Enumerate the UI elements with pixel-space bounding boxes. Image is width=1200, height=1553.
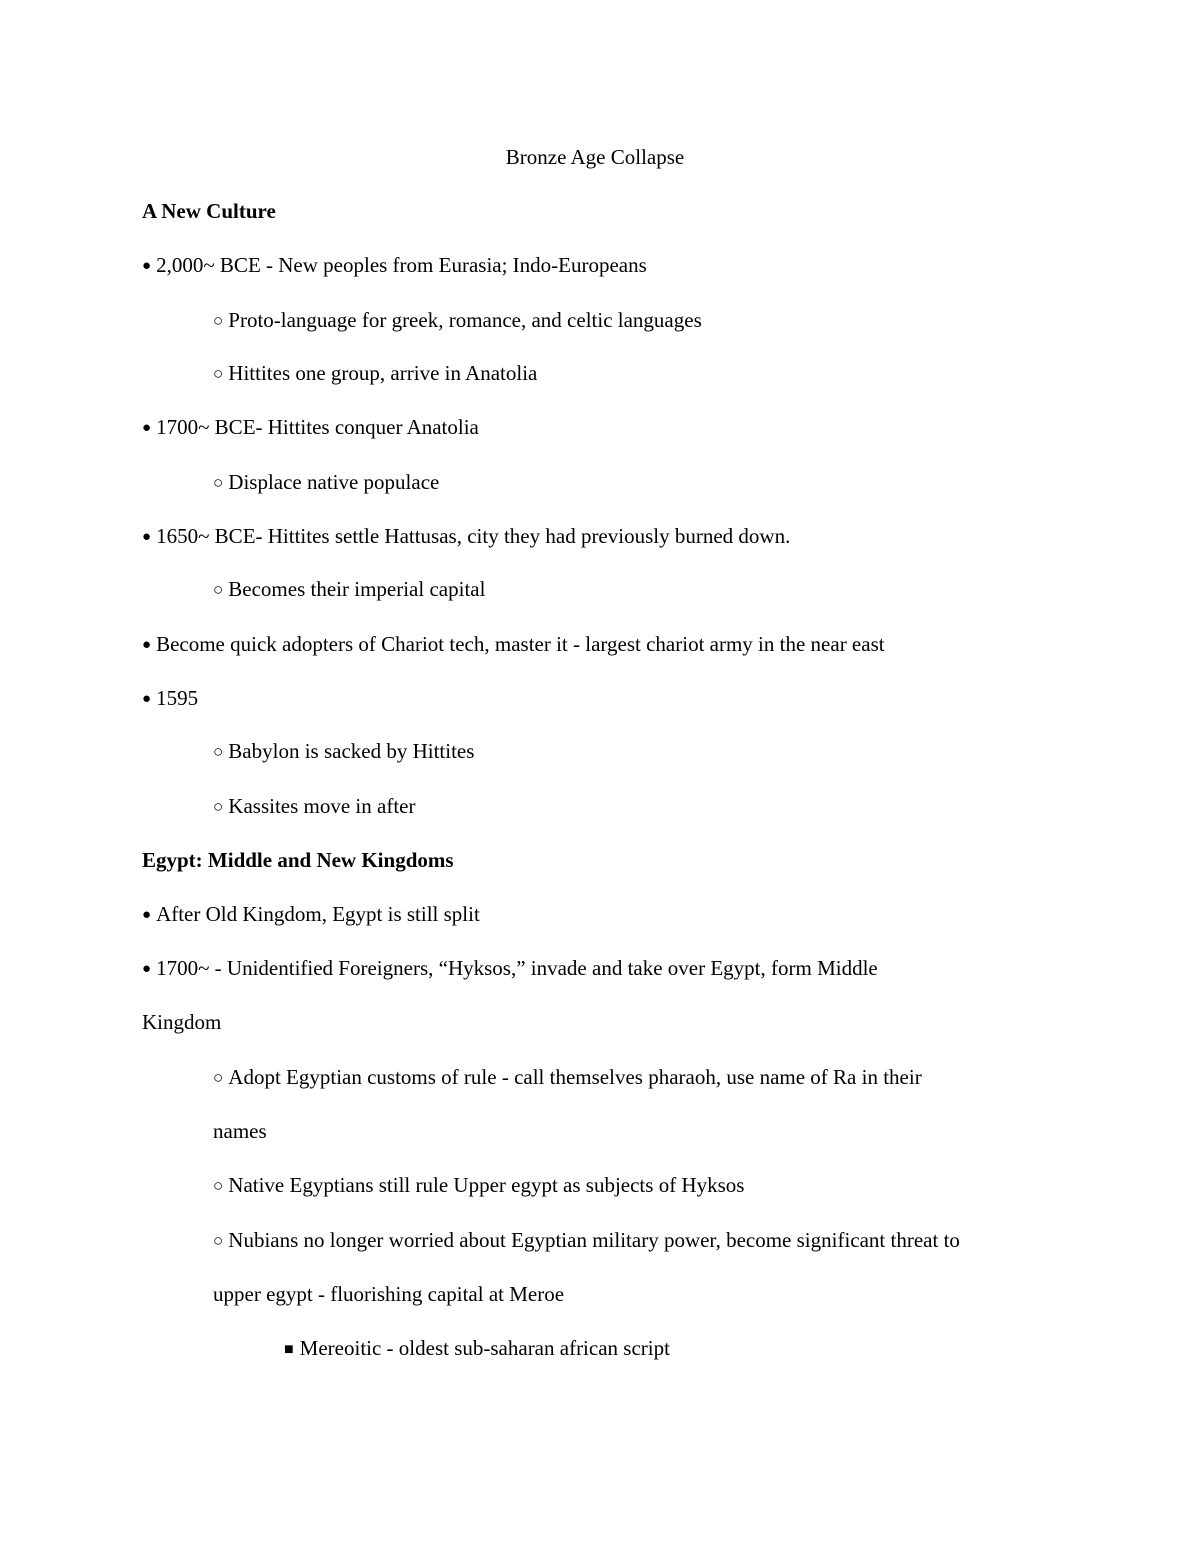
bullet-marker: ● [142,691,152,707]
sub-bullet-item [213,1172,744,1199]
sub-bullet-marker: ○ [213,580,224,599]
bullet-item [142,685,198,712]
bullet-marker: ● [142,258,152,274]
sub-bullet-item [213,307,702,334]
square-bullet-marker: ■ [284,1341,294,1358]
bullet-text: 1595 [156,686,199,710]
sub-bullet-text: Nubians no longer worried about Egyptian military power, become significant threat to [228,1228,960,1252]
sub-bullet-marker: ○ [213,797,224,816]
sub-bullet-item [213,576,485,603]
sub-sub-bullet-item [284,1335,670,1363]
sub-bullet-text: Proto-language for greek, romance, and celtic languages [228,308,702,332]
bullet-text: Become quick adopters of Chariot tech, master it - largest chariot army in the near east [156,632,885,656]
sub-bullet-continuation: upper egypt - fluorishing capital at Meroe [213,1282,565,1306]
sub-bullet-text: Hittites one group, arrive in Anatolia [228,361,538,385]
sub-bullet-item [213,1064,922,1091]
section-heading: A New Culture [142,199,276,223]
bullet-text: After Old Kingdom, Egypt is still split [156,902,480,926]
sub-bullet-continuation: names [213,1119,267,1143]
sub-bullet-text: Becomes their imperial capital [228,577,486,601]
bullet-marker: ● [142,420,152,436]
sub-bullet-marker: ○ [213,1068,224,1087]
sub-bullet-marker: ○ [213,1176,224,1195]
bullet-marker: ● [142,637,152,653]
sub-bullet-marker: ○ [213,364,224,383]
bullet-item [142,252,647,279]
sub-bullet-text: Kassites move in after [228,794,416,818]
sub-bullet-marker: ○ [213,311,224,330]
sub-bullet-marker: ○ [213,742,224,761]
sub-bullet-item [213,360,537,387]
bullet-item [142,414,479,441]
sub-bullet-item [213,1227,960,1254]
sub-bullet-marker: ○ [213,473,224,492]
sub-bullet-item [213,738,474,765]
document-title: Bronze Age Collapse [505,145,685,169]
bullet-text: 1700~ BCE- Hittites conquer Anatolia [156,415,479,439]
section-heading: Egypt: Middle and New Kingdoms [142,848,454,872]
sub-sub-bullet-text: Mereoitic - oldest sub-saharan african script [299,1336,670,1360]
bullet-text: 1700~ - Unidentified Foreigners, “Hyksos,” invade and take over Egypt, form Middle [156,956,878,980]
bullet-text: 1650~ BCE- Hittites settle Hattusas, city they had previously burned down. [156,524,791,548]
sub-bullet-text: Displace native populace [228,470,440,494]
bullet-marker: ● [142,961,152,977]
bullet-text: 2,000~ BCE - New peoples from Eurasia; Indo-Europeans [156,253,647,277]
bullet-item [142,901,480,928]
bullet-marker: ● [142,529,152,545]
bullet-marker: ● [142,907,152,923]
sub-bullet-text: Babylon is sacked by Hittites [228,739,475,763]
sub-bullet-text: Adopt Egyptian customs of rule - call themselves pharaoh, use name of Ra in their [228,1065,922,1089]
sub-bullet-item [213,469,439,496]
bullet-item [142,955,878,982]
bullet-item [142,631,885,658]
sub-bullet-text: Native Egyptians still rule Upper egypt as subjects of Hyksos [228,1173,745,1197]
bullet-item [142,523,790,550]
sub-bullet-marker: ○ [213,1231,224,1250]
sub-bullet-item [213,793,415,820]
bullet-continuation: Kingdom [142,1010,222,1034]
